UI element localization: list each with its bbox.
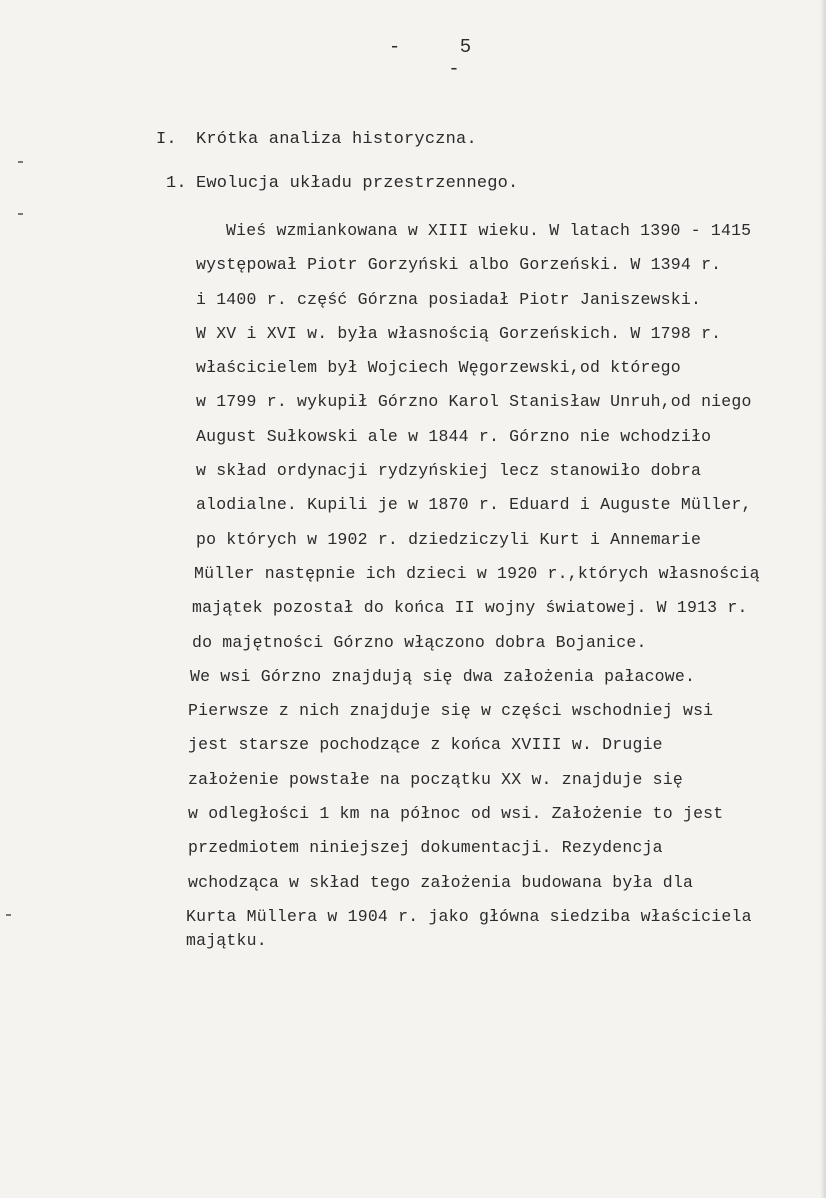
text-line: właścicielem był Wojciech Węgorzewski,od którego <box>196 358 681 378</box>
text-line: w odległości 1 km na północ od wsi. Założenie to jest <box>188 804 724 824</box>
text-line: wchodząca w skład tego założenia budowana była dla <box>188 872 694 892</box>
margin-mark <box>18 161 23 163</box>
text-line: przedmiotem niniejszej dokumentacji. Rezydencja <box>188 838 663 858</box>
page-number-right-dash: - <box>448 58 460 80</box>
text-line: We wsi Górzno znajdują się dwa założenia pałacowe. <box>190 666 696 686</box>
text-line: w skład ordynacji rydzyńskiej lecz stanowiło dobra <box>196 461 702 481</box>
body-paragraph <box>186 214 786 959</box>
page-number-left-dash: - <box>388 36 401 58</box>
text-line: W XV i XVI w. była własnością Gorzeńskich. W 1798 r. <box>196 323 722 343</box>
text-line: po których w 1902 r. dziedziczyli Kurt i Annemarie <box>196 529 702 549</box>
text-line: Müller następnie ich dzieci w 1920 r.,których własnością <box>194 563 760 583</box>
text-line: w 1799 r. wykupił Górzno Karol Stanisław Unruh,od niego <box>196 392 752 412</box>
text-line: Wieś wzmiankowana w XIII wieku. W latach 1390 - 1415 <box>226 221 752 240</box>
page-edge-shadow <box>820 0 826 1198</box>
text-line: i 1400 r. część Górzna posiadał Piotr Janiszewski. <box>196 289 702 309</box>
subsection-title: Ewolucja układu przestrzennego. <box>196 174 519 193</box>
section-title: Krótka analiza historyczna. <box>196 130 477 149</box>
text-line: majątek pozostał do końca II wojny światowej. W 1913 r. <box>192 598 748 618</box>
subsection-heading <box>166 174 518 193</box>
text-line: występował Piotr Gorzyński albo Gorzeński. W 1394 r. <box>196 255 722 275</box>
text-line: założenie powstałe na początku XX w. znajduje się <box>188 769 683 789</box>
text-line: alodialne. Kupili je w 1870 r. Eduard i Auguste Müller, <box>196 495 752 515</box>
text-line: majątku. <box>186 931 267 951</box>
text-line: jest starsze pochodzące z końca XVIII w. Drugie <box>188 735 663 755</box>
page-number-value: 5 <box>459 36 472 58</box>
section-number: I. <box>156 130 177 149</box>
section-heading <box>156 130 477 149</box>
text-line: August Sułkowski ale w 1844 r. Górzno nie wchodziło <box>196 426 712 446</box>
text-line: do majętności Górzno włączono dobra Bojanice. <box>192 632 647 652</box>
text-line: Kurta Müllera w 1904 r. jako główna siedziba właściciela <box>186 906 752 926</box>
margin-mark <box>6 914 11 916</box>
text-line: Pierwsze z nich znajduje się w części wschodniej wsi <box>188 701 714 721</box>
page-number <box>360 36 500 80</box>
subsection-number: 1. <box>166 174 187 193</box>
margin-mark <box>18 213 23 215</box>
